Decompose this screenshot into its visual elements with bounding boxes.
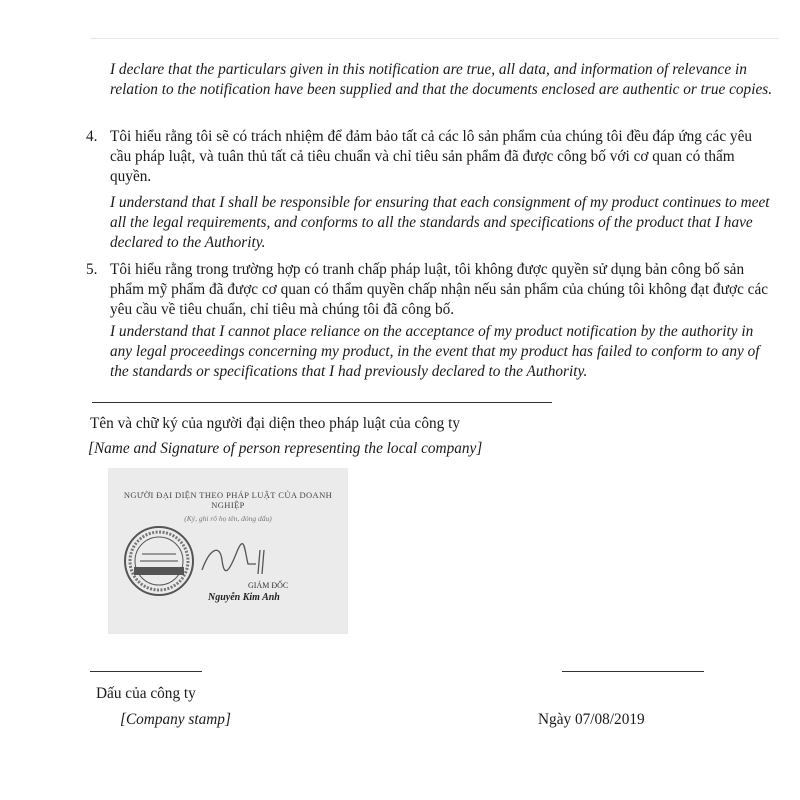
item-5-vietnamese: Tôi hiểu rằng trong trường hợp có tranh chấp pháp luật, tôi không được quyền sử dụng bản công bố sản phẩm mỹ phẩm đã được cơ quan có thẩm quyền chấp nhận nếu sản phẩm của chúng tôi không đạt được các yêu cầu về tiêu chuẩn, chỉ tiêu mà chúng tôi đã công bố. [110, 261, 769, 318]
date-line [562, 671, 704, 672]
item-5-number: 5. [86, 261, 98, 278]
item-4-vietnamese: Tôi hiểu rằng tôi sẽ có trách nhiệm để đảm bảo tất cả các lô sản phẩm của chúng tôi đều đáp ứng các yêu cầu pháp luật, và tuân thủ tất cả tiêu chuẩn và chỉ tiêu sản phẩm đã được công bố với cơ quan có thẩm quyền. [110, 128, 753, 185]
director-title: GIÁM ĐỐC [248, 581, 289, 590]
company-stamp-label-en: [Company stamp] [120, 711, 231, 728]
representative-label-vi: Tên và chữ ký của người đại diện theo pháp luật của công ty [90, 415, 461, 432]
top-divider [90, 38, 778, 39]
signature-line [92, 402, 552, 403]
company-seal-icon [122, 524, 196, 598]
stamp-line [90, 671, 202, 672]
signing-date: Ngày 07/08/2019 [538, 711, 645, 728]
item-4-number: 4. [86, 128, 98, 145]
signature-stamp-image [108, 468, 348, 634]
declaration-paragraph-en: I declare that the particulars given in this notification are true, all data, and information of relevance in relation to the notification have been supplied and that the documents enclosed are authentic or true copies. [110, 61, 773, 98]
handwritten-signature-icon [198, 540, 288, 580]
representative-label-en: [Name and Signature of person representing the local company] [88, 440, 483, 457]
director-name: Nguyễn Kim Anh [208, 592, 280, 603]
company-stamp-label-vi: Dấu của công ty [96, 685, 196, 702]
signature-instruction: (Ký, ghi rõ họ tên, đóng dấu) [184, 514, 272, 523]
signature-heading: NGƯỜI ĐẠI DIỆN THEO PHÁP LUẬT CỦA DOANH NGHIỆP [123, 490, 333, 510]
item-4-english: I understand that I shall be responsible for ensuring that each consignment of my product continues to meet all the legal requirements, and conforms to all the standards and specifications of the product that I have declared to the Authority. [110, 194, 770, 251]
item-5-english: I understand that I cannot place reliance on the acceptance of my product notification by the authority in any legal proceedings concerning my product, in the event that my product has failed to conform to any of the standards or specifications that I had previously declared to the Authority. [110, 323, 760, 380]
